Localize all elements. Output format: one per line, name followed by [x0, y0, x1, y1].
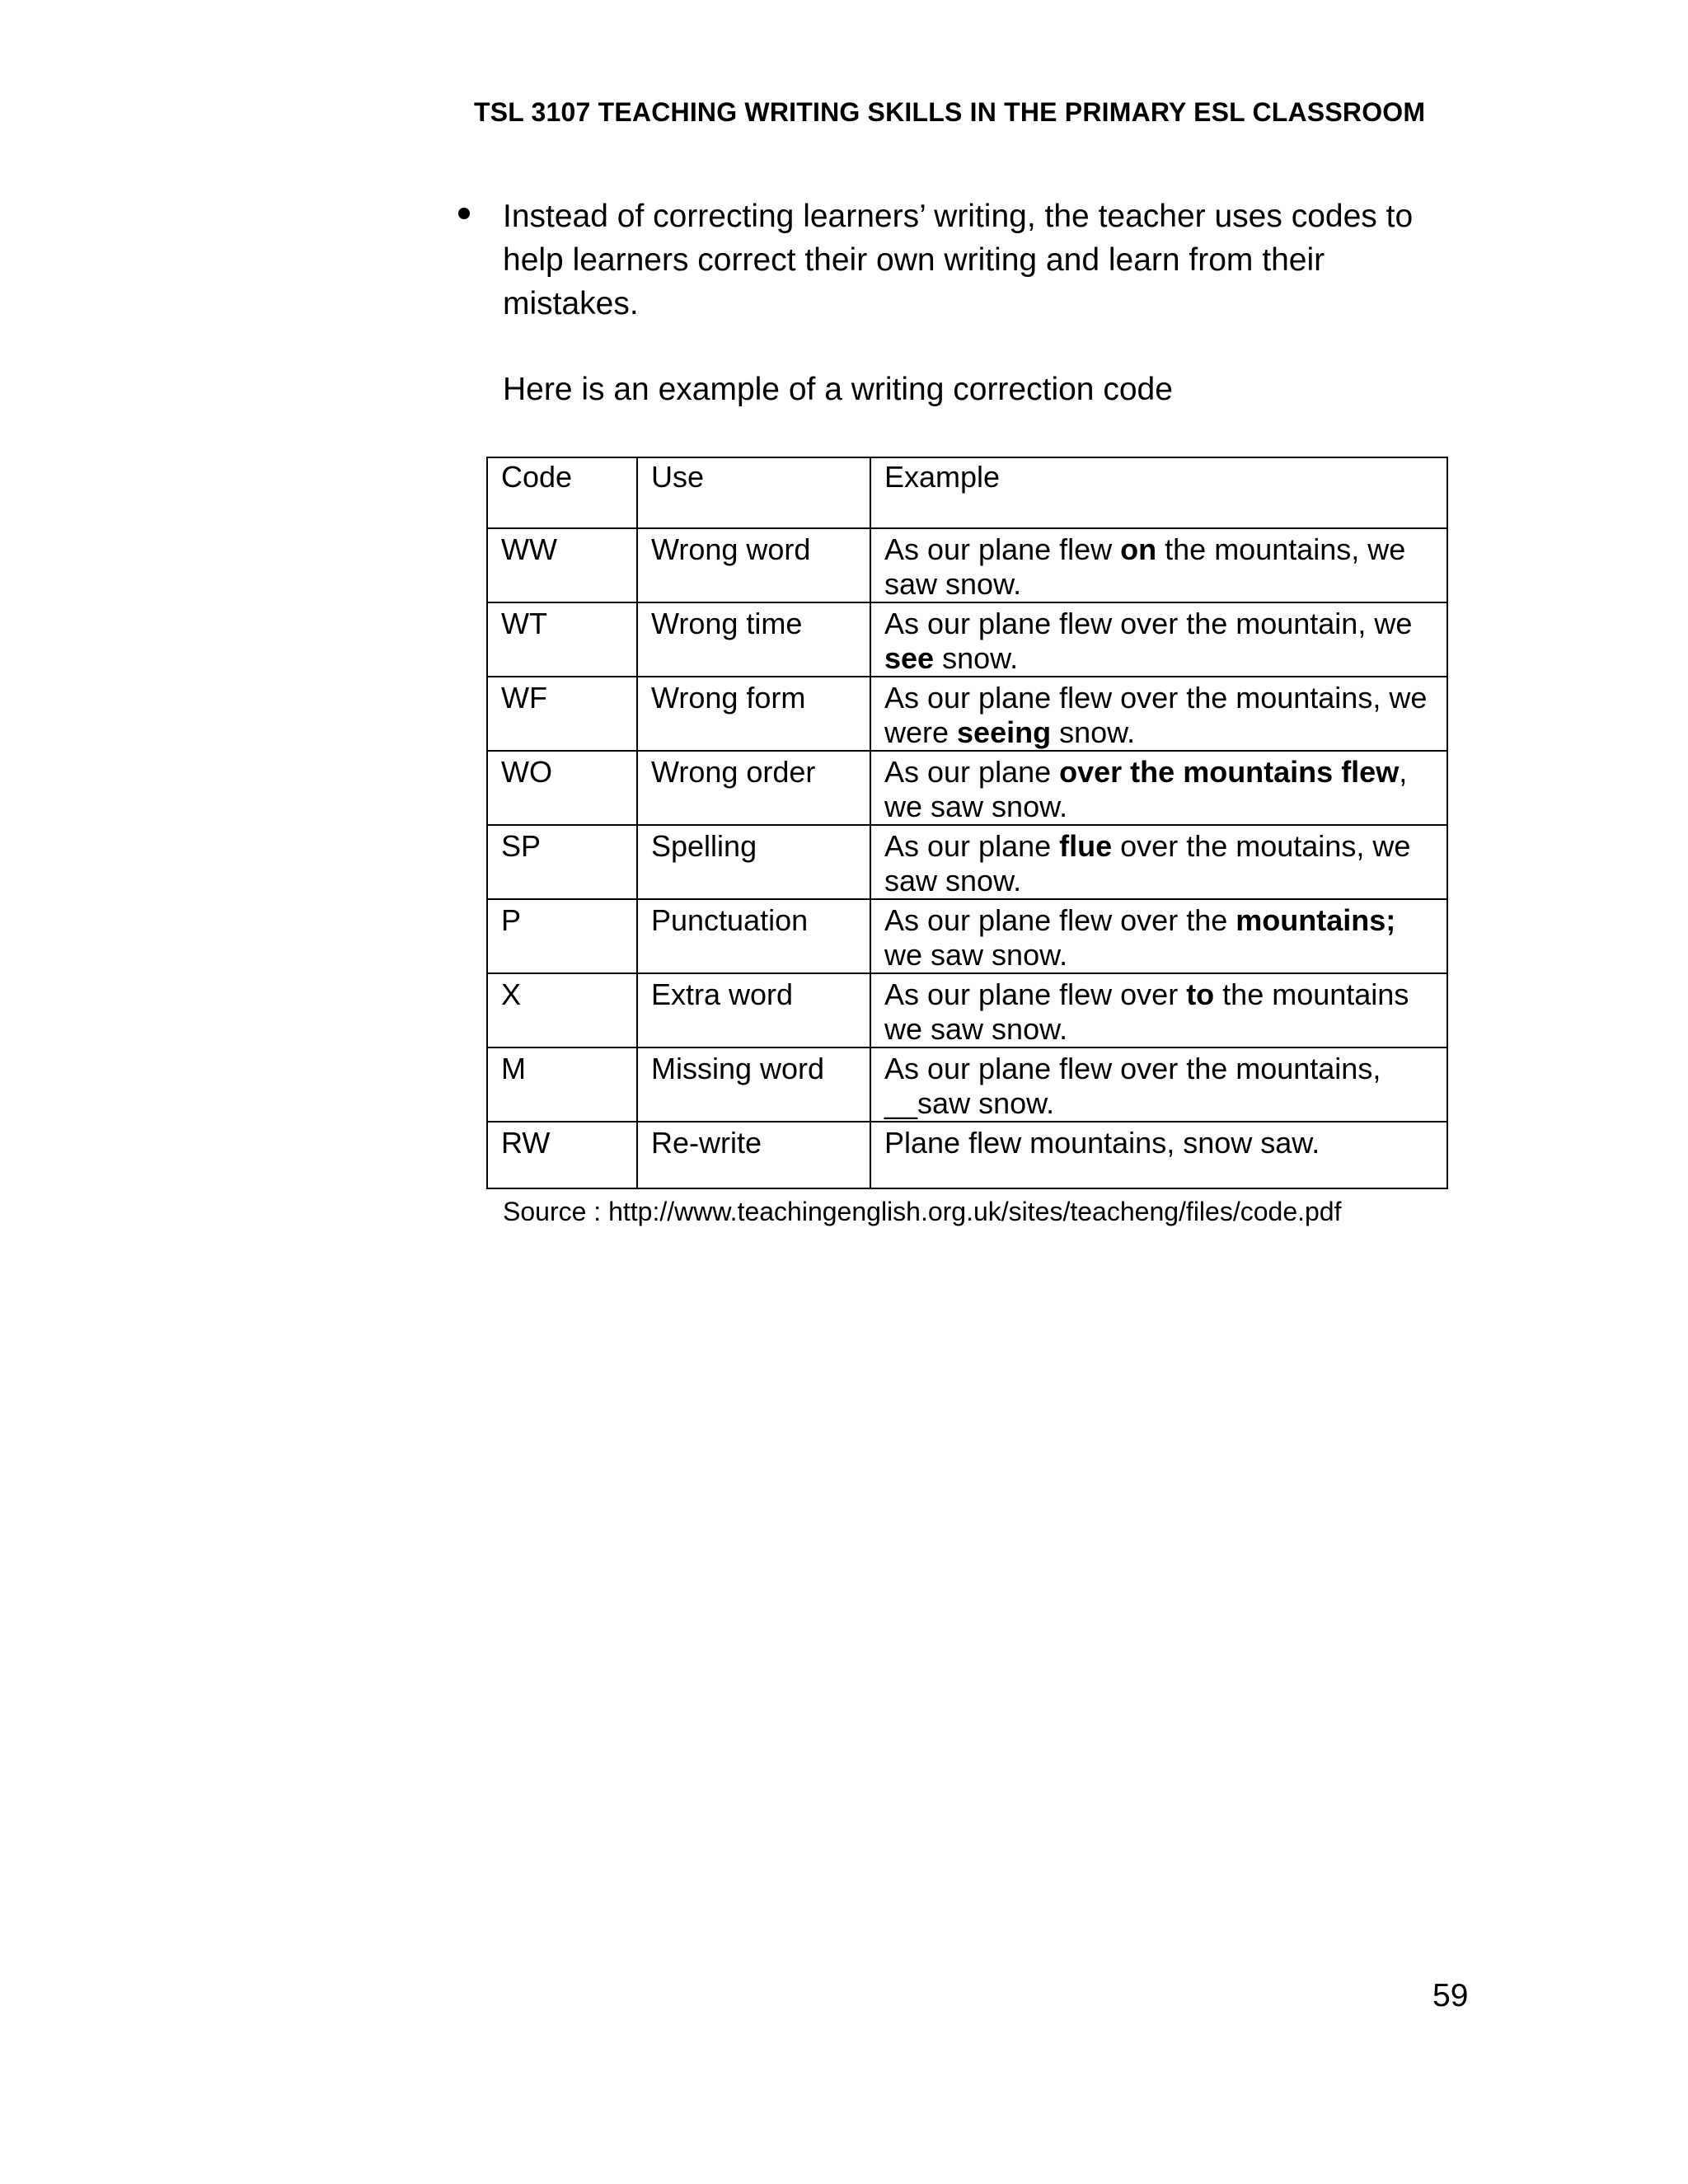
example-text: As our plane flew over the: [884, 903, 1236, 937]
example-highlight: to: [1186, 977, 1215, 1011]
cell-code: X: [487, 973, 637, 1047]
cell-example: [870, 602, 1447, 677]
cell-code: M: [487, 1047, 637, 1122]
example-text: As our plane flew over the mountain, we: [884, 607, 1413, 640]
cell-use: Spelling: [637, 825, 870, 899]
example-text: Plane flew mountains, snow saw.: [884, 1126, 1320, 1160]
cell-code: RW: [487, 1122, 637, 1188]
cell-code: P: [487, 899, 637, 973]
cell-use: Missing word: [637, 1047, 870, 1122]
example-text: the mountains we saw snow.: [884, 977, 1409, 1046]
cell-use: Wrong time: [637, 602, 870, 677]
cell-use: Punctuation: [637, 899, 870, 973]
bullet-point: [458, 208, 470, 219]
example-text: snow.: [1051, 715, 1136, 749]
table-row: [487, 528, 1447, 602]
page-header-title: TSL 3107 TEACHING WRITING SKILLS IN THE PRIMARY ESL CLASSROOM: [474, 97, 1426, 127]
example-text: over the moutains, we saw snow.: [884, 829, 1411, 898]
example-text: As our plane flew over the mountains, we were: [884, 681, 1428, 749]
page-number: 59: [1432, 1978, 1469, 2013]
example-highlight: seeing: [957, 715, 1052, 749]
correction-code-table: [486, 457, 1448, 1189]
table-intro: Here is an example of a writing correction code: [503, 372, 1173, 407]
table-row: [487, 1122, 1447, 1188]
cell-use: Wrong order: [637, 751, 870, 825]
bullet-paragraph: [503, 194, 1451, 326]
cell-example: [870, 528, 1447, 602]
cell-example: [870, 899, 1447, 973]
example-text: As our plane: [884, 755, 1060, 789]
example-highlight: flue: [1059, 829, 1113, 863]
header-code: Code: [487, 457, 637, 528]
example-highlight: see: [884, 641, 935, 675]
example-text: we saw snow.: [884, 938, 1068, 972]
table-row: [487, 1047, 1447, 1122]
example-highlight: mountains;: [1236, 903, 1396, 937]
cell-code: WF: [487, 677, 637, 751]
source-citation: Source : http://www.teachingenglish.org.uk/sites/teacheng/files/code.pdf: [503, 1197, 1342, 1226]
header-use: Use: [637, 457, 870, 528]
header-example: Example: [870, 457, 1447, 528]
cell-use: Wrong word: [637, 528, 870, 602]
cell-use: Re-write: [637, 1122, 870, 1188]
cell-use: Extra word: [637, 973, 870, 1047]
cell-example: [870, 751, 1447, 825]
example-highlight: on: [1120, 532, 1157, 566]
cell-example: [870, 973, 1447, 1047]
table-row: [487, 973, 1447, 1047]
cell-example: [870, 1122, 1447, 1188]
bullet-line: mistakes.: [503, 286, 639, 321]
bullet-line: Instead of correcting learners’ writing, the teacher uses codes to: [503, 199, 1414, 234]
example-text: As our plane flew: [884, 532, 1121, 566]
cell-code: WT: [487, 602, 637, 677]
table-row: [487, 825, 1447, 899]
cell-code: WO: [487, 751, 637, 825]
cell-use: Wrong form: [637, 677, 870, 751]
example-highlight: over the mountains flew: [1059, 755, 1400, 789]
example-text: As our plane: [884, 829, 1060, 863]
cell-example: [870, 825, 1447, 899]
bullet-line: help learners correct their own writing and learn from their: [503, 242, 1325, 278]
example-text: As our plane flew over: [884, 977, 1187, 1011]
cell-code: WW: [487, 528, 637, 602]
table-header-row: [487, 457, 1447, 528]
cell-code: SP: [487, 825, 637, 899]
example-text: the mountains, we saw snow.: [884, 532, 1406, 601]
table-row: [487, 677, 1447, 751]
table-row: [487, 602, 1447, 677]
cell-example: [870, 677, 1447, 751]
example-text: As our plane flew over the mountains, __saw snow.: [884, 1052, 1381, 1120]
example-text: , we saw snow.: [884, 755, 1408, 823]
cell-example: [870, 1047, 1447, 1122]
example-text: snow.: [934, 641, 1019, 675]
table-row: [487, 899, 1447, 973]
table-row: [487, 751, 1447, 825]
